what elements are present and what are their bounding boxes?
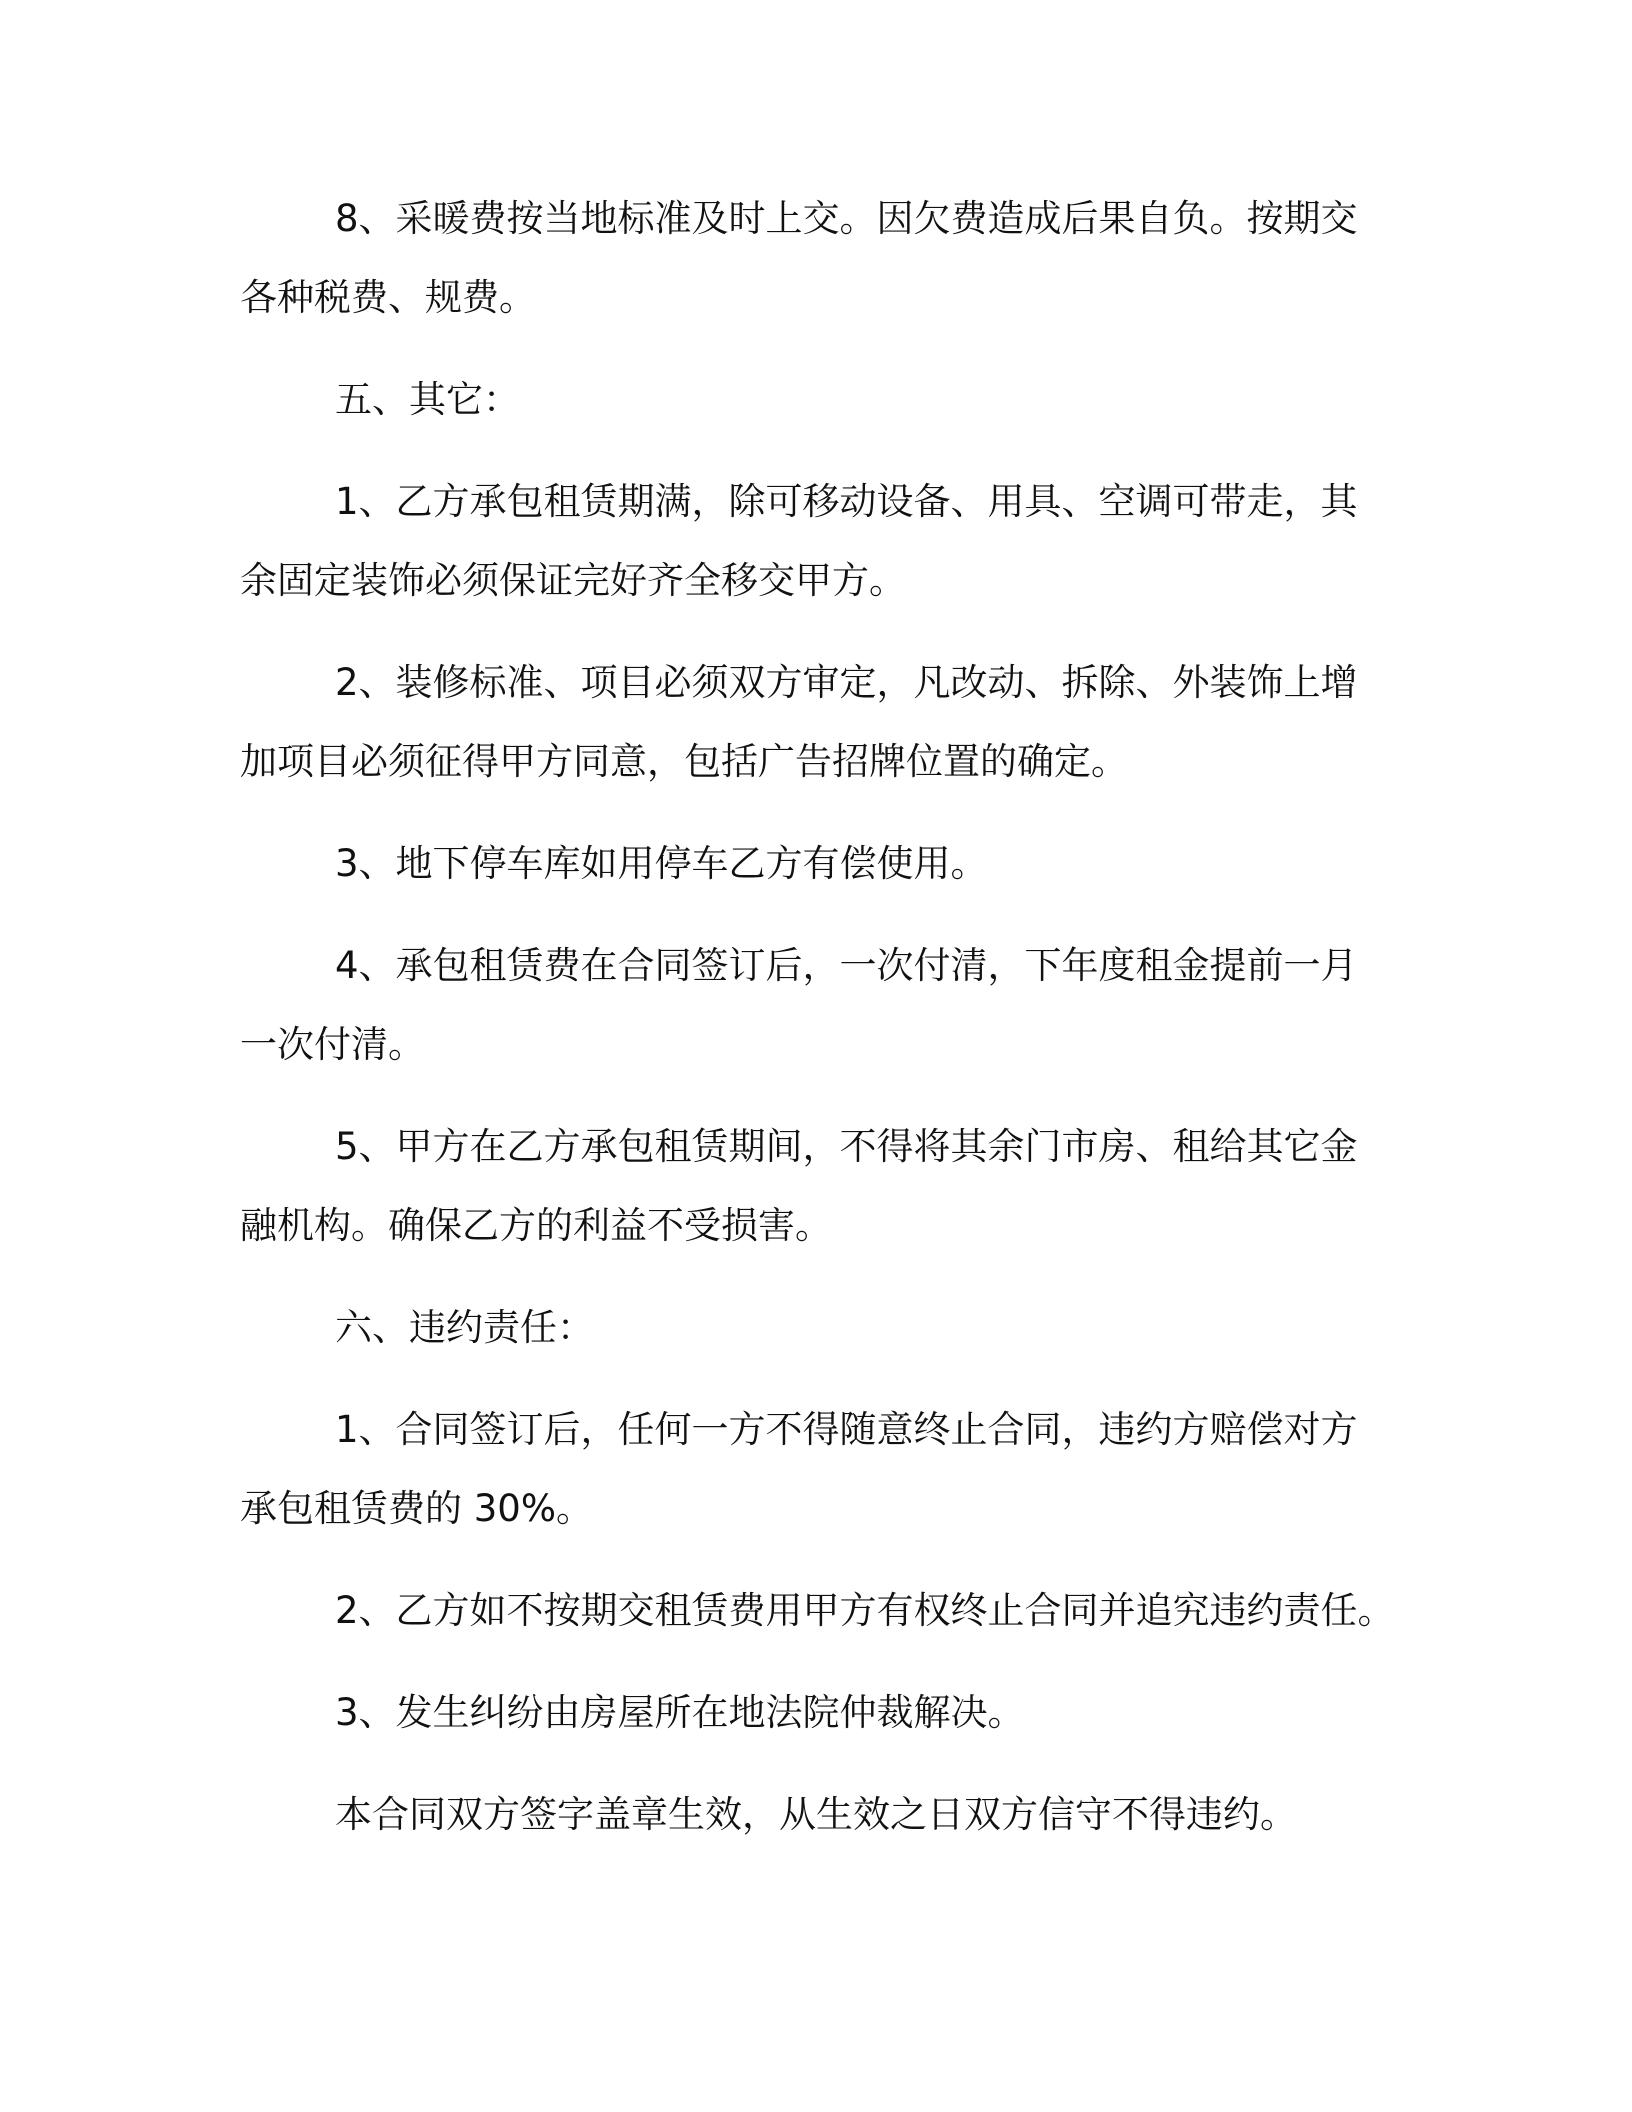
section-5-item-2-line-2: 加项目必须征得甲方同意，包括广告招牌位置的确定。 (240, 740, 1128, 783)
section-5-item-5-line-1: 5、甲方在乙方承包租赁期间，不得将其余门市房、租给其它金 (335, 1125, 1358, 1168)
section-5-item-4-line-1: 4、承包租赁费在合同签订后，一次付清，下年度租金提前一月 (335, 944, 1358, 987)
contract-effective-clause: 本合同双方签字盖章生效，从生效之日双方信守不得违约。 (335, 1793, 1297, 1836)
clause-8-heating-fee-line-1: 8、采暖费按当地标准及时上交。因欠费造成后果自负。按期交 (335, 197, 1358, 240)
clause-8-heating-fee-line-2: 各种税费、规费。 (240, 276, 536, 319)
section-5-item-2-line-1: 2、装修标准、项目必须双方审定，凡改动、拆除、外装饰上增 (335, 661, 1358, 704)
section-6-item-1-line-1: 1、合同签订后，任何一方不得随意终止合同，违约方赔偿对方 (335, 1408, 1358, 1451)
section-6-item-1-line-2: 承包租赁费的 30%。 (240, 1487, 593, 1530)
section-5-item-1-line-1: 1、乙方承包租赁期满，除可移动设备、用具、空调可带走，其 (335, 480, 1358, 523)
section-5-item-5-line-2: 融机构。确保乙方的利益不受损害。 (240, 1204, 832, 1247)
section-5-item-4-line-2: 一次付清。 (240, 1023, 425, 1066)
section-5-item-1-line-2: 余固定装饰必须保证完好齐全移交甲方。 (240, 559, 906, 602)
section-5-heading: 五、其它： (335, 378, 520, 421)
section-5-item-3: 3、地下停车库如用停车乙方有偿使用。 (335, 842, 988, 885)
section-6-item-2: 2、乙方如不按期交租赁费用甲方有权终止合同并追究违约责任。 (335, 1589, 1395, 1632)
section-6-item-3: 3、发生纠纷由房屋所在地法院仲裁解决。 (335, 1691, 1025, 1734)
section-6-heading: 六、违约责任： (335, 1306, 594, 1349)
